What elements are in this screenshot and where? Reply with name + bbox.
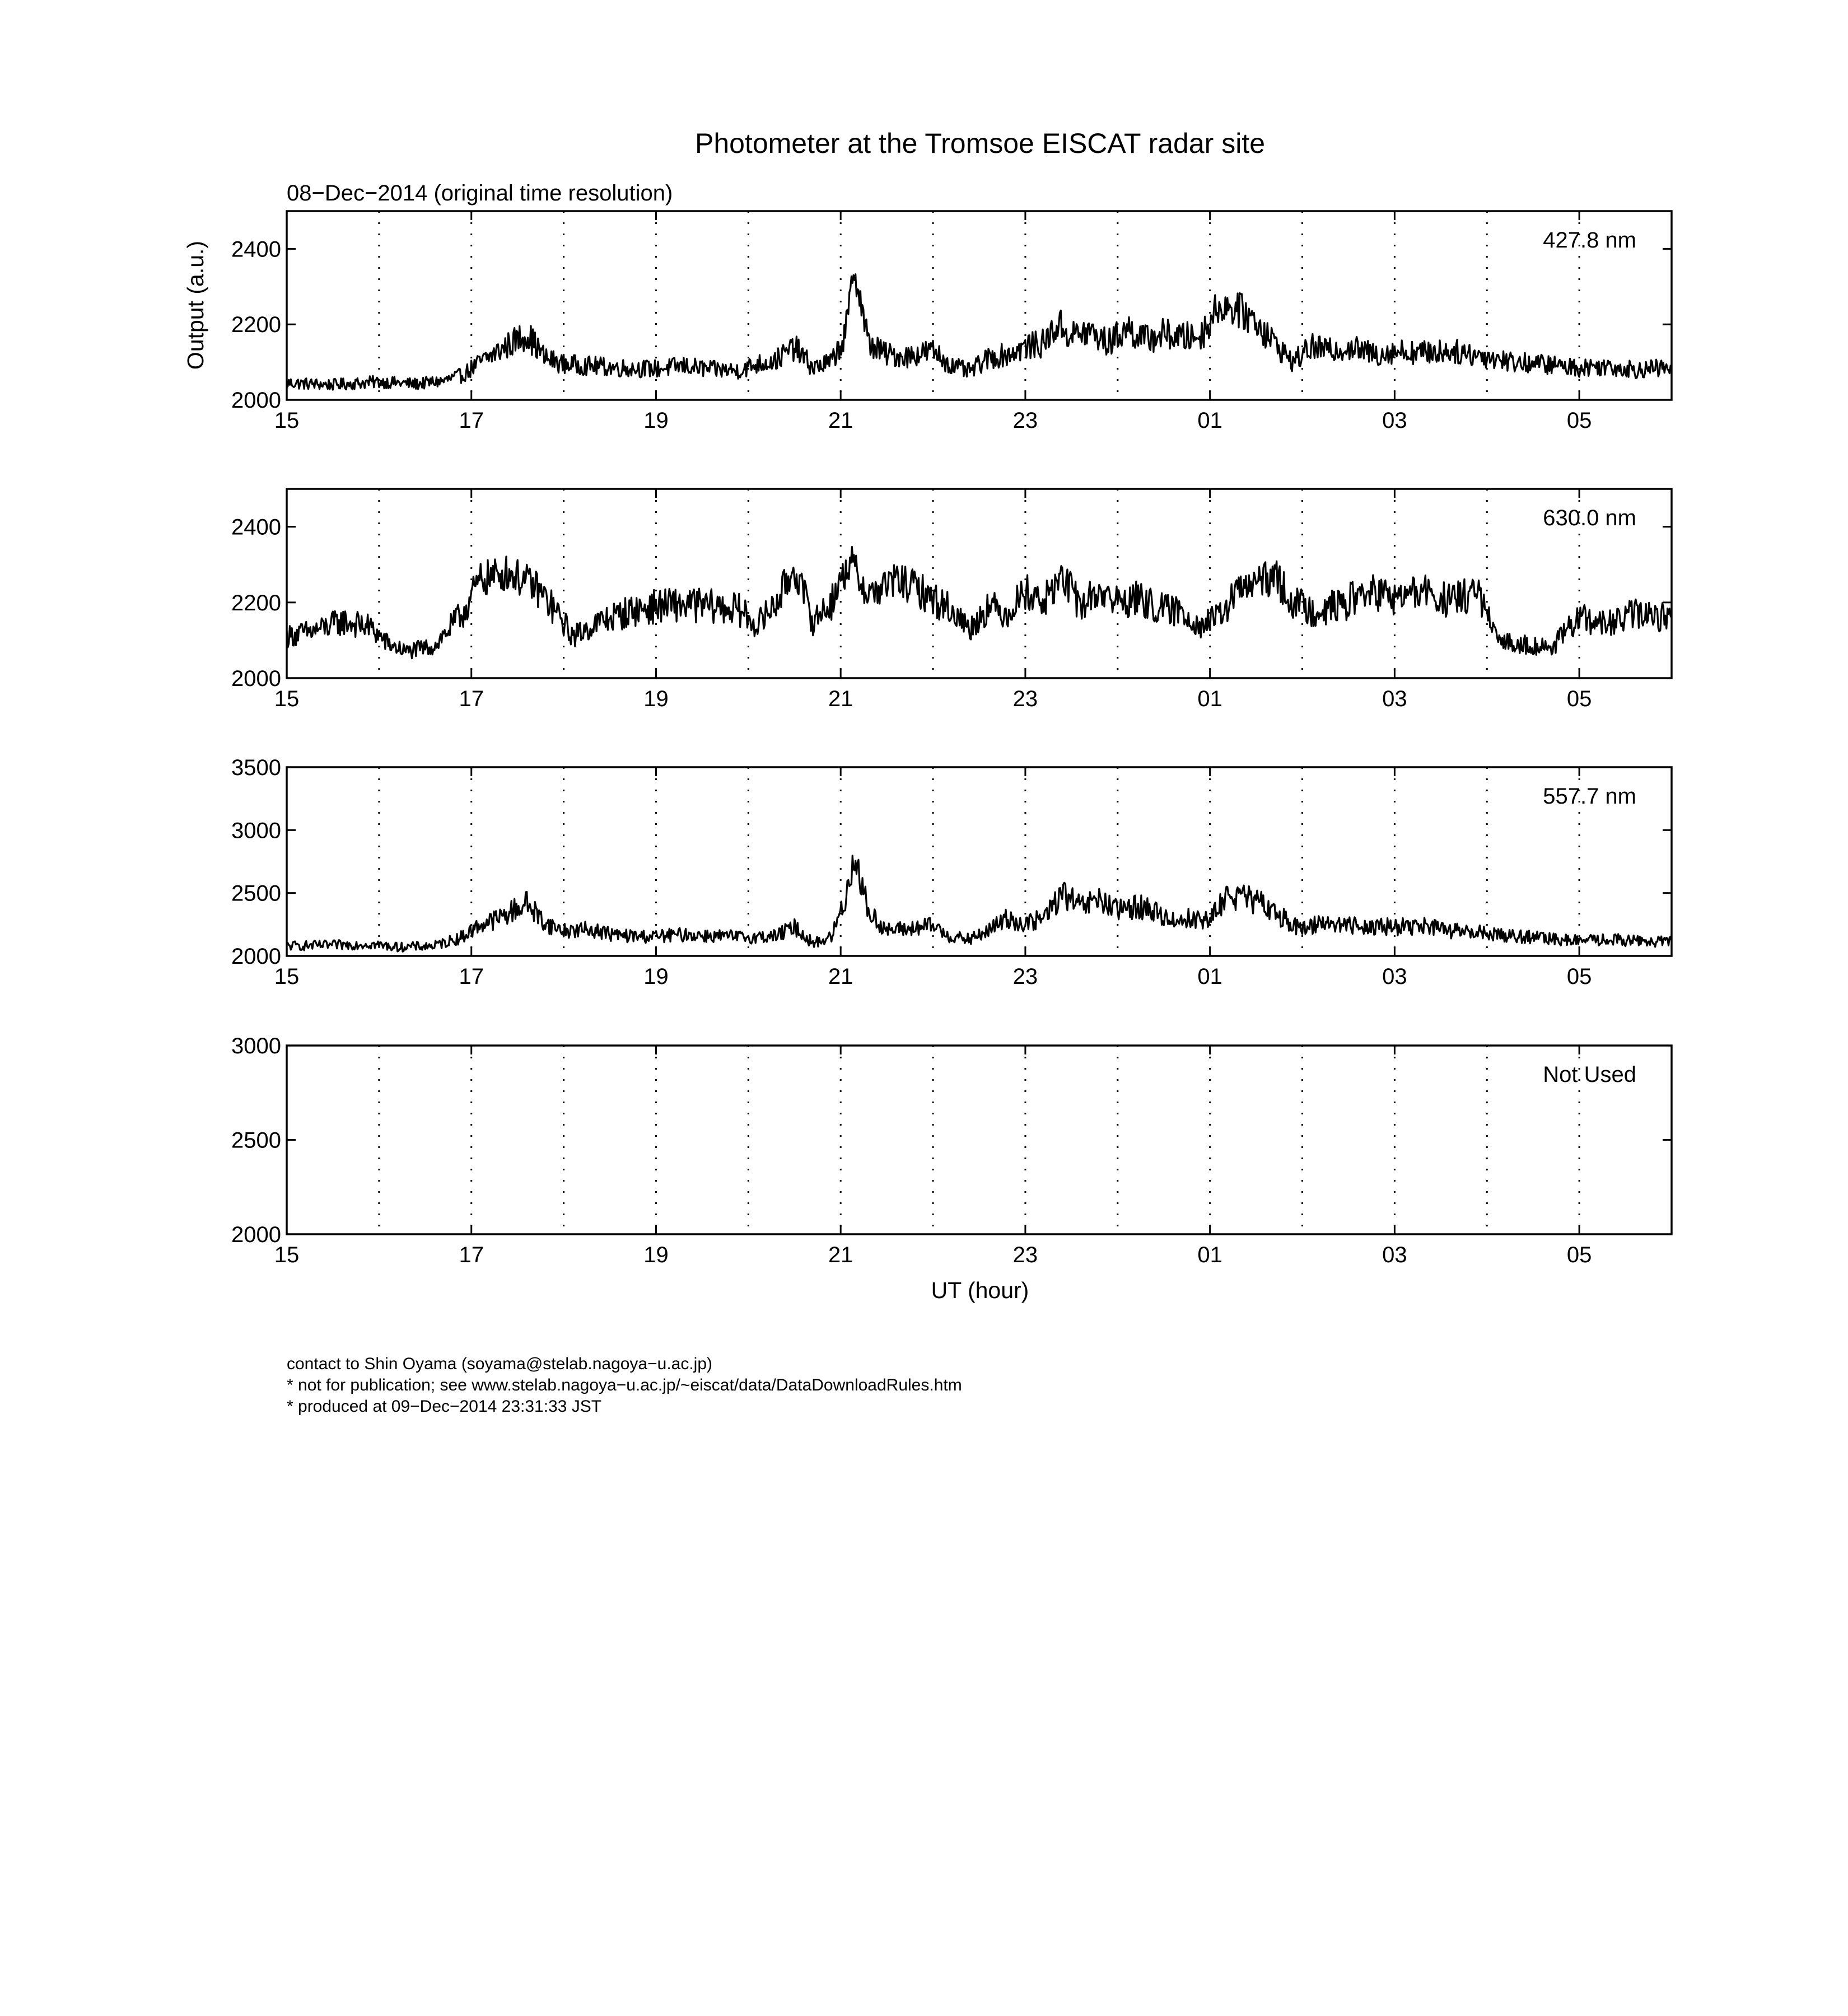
y-tick-label: 2000	[231, 666, 281, 691]
panel-not-used	[231, 1034, 1672, 1267]
x-tick-label: 19	[643, 408, 669, 433]
x-tick-label: 21	[828, 408, 853, 433]
y-tick-label: 2400	[231, 237, 281, 262]
y-tick-label: 2000	[231, 388, 281, 413]
y-axis-label: Output (a.u.)	[183, 240, 208, 370]
x-tick-label: 23	[1012, 964, 1038, 989]
x-tick-label: 17	[459, 1243, 484, 1267]
y-tick-label: 2000	[231, 944, 281, 969]
panels	[231, 211, 1672, 1267]
x-tick-label: 05	[1566, 1243, 1592, 1267]
hour-gridlines	[379, 1046, 1579, 1234]
x-tick-label: 01	[1197, 687, 1222, 711]
y-axis-ticks	[231, 755, 1672, 969]
x-tick-label: 01	[1197, 1243, 1222, 1267]
y-tick-label: 2200	[231, 590, 281, 615]
x-tick-label: 01	[1197, 408, 1222, 433]
footer-produced-at: * produced at 09−Dec−2014 23:31:33 JST	[287, 1397, 602, 1416]
x-tick-label: 15	[274, 687, 300, 711]
series-line-557-7-nm	[287, 856, 1672, 951]
x-tick-label: 01	[1197, 964, 1222, 989]
x-tick-label: 21	[828, 1243, 853, 1267]
x-tick-label: 19	[643, 1243, 669, 1267]
panel-557-7-nm	[231, 755, 1672, 989]
y-tick-label: 2400	[231, 515, 281, 540]
y-tick-label: 2000	[231, 1222, 281, 1247]
plot-frame	[287, 767, 1672, 956]
x-tick-label: 23	[1012, 408, 1038, 433]
y-tick-label: 2500	[231, 1128, 281, 1153]
footer-contact: contact to Shin Oyama (soyama@stelab.nagoya−u.ac.jp)	[287, 1355, 713, 1373]
x-tick-label: 03	[1382, 964, 1407, 989]
x-tick-label: 15	[274, 1243, 300, 1267]
y-axis-ticks	[231, 237, 1672, 413]
hour-gridlines	[379, 489, 1579, 678]
y-tick-label: 3000	[231, 818, 281, 843]
x-tick-label: 05	[1566, 964, 1592, 989]
x-tick-label: 19	[643, 964, 669, 989]
x-axis-label: UT (hour)	[931, 1277, 1029, 1303]
x-tick-label: 03	[1382, 687, 1407, 711]
panel-427-8-nm	[231, 211, 1672, 433]
panel-label: 557.7 nm	[1543, 784, 1636, 809]
chart-title: Photometer at the Tromsoe EISCAT radar site	[694, 128, 1266, 159]
x-tick-label: 17	[459, 687, 484, 711]
x-tick-label: 03	[1382, 408, 1407, 433]
x-tick-label: 23	[1012, 1243, 1038, 1267]
y-tick-label: 2500	[231, 881, 281, 906]
x-tick-label: 21	[828, 687, 853, 711]
panel-label: Not Used	[1543, 1062, 1636, 1087]
series-line-427-8-nm	[287, 274, 1672, 390]
panel-630-0-nm	[231, 489, 1672, 711]
y-tick-label: 3500	[231, 755, 281, 780]
y-tick-label: 3000	[231, 1034, 281, 1058]
plot-frame	[287, 211, 1672, 400]
x-tick-label: 21	[828, 964, 853, 989]
series-line-630-0-nm	[287, 547, 1672, 659]
x-tick-label: 17	[459, 964, 484, 989]
x-tick-label: 05	[1566, 408, 1592, 433]
x-tick-label: 03	[1382, 1243, 1407, 1267]
x-tick-label: 23	[1012, 687, 1038, 711]
x-tick-label: 05	[1566, 687, 1592, 711]
x-tick-label: 19	[643, 687, 669, 711]
chart-subtitle: 08−Dec−2014 (original time resolution)	[287, 181, 673, 206]
x-tick-label: 17	[459, 408, 484, 433]
footer-publication-note: * not for publication; see www.stelab.nagoya−u.ac.jp/~eiscat/data/DataDownloadRules.htm	[287, 1376, 962, 1394]
x-tick-label: 15	[274, 408, 300, 433]
panel-label: 630.0 nm	[1543, 506, 1636, 530]
y-tick-label: 2200	[231, 312, 281, 338]
panel-label: 427.8 nm	[1543, 228, 1636, 253]
y-axis-ticks	[231, 1034, 1672, 1247]
plot-frame	[287, 1046, 1672, 1234]
x-tick-label: 15	[274, 964, 300, 989]
